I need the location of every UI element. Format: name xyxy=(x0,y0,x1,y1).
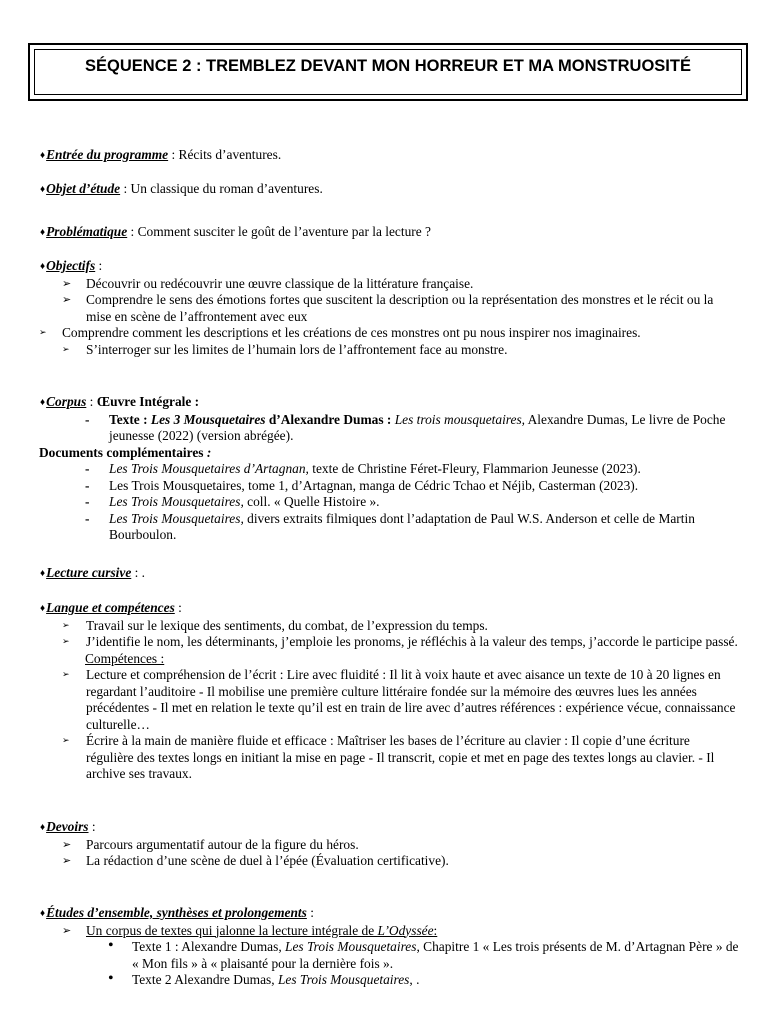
docs-label: Documents complémentaires xyxy=(39,444,207,460)
objectifs-section xyxy=(40,258,740,358)
list-item: ➢ J’identifie le nom, les déterminants, j’emploie les pronoms, je réfléchis à la valeur des temps, j’accorde le participe passé. xyxy=(62,634,740,651)
diamond-bullet-icon: ♦ xyxy=(40,603,46,614)
devoirs-suffix: : xyxy=(88,819,96,834)
diamond-bullet-icon: ♦ xyxy=(40,908,46,919)
list-item: ➢ Parcours argumentatif autour de la figure du héros. xyxy=(62,837,740,854)
t2-a: Texte 2 Alexandre Dumas, xyxy=(132,972,278,987)
list-item xyxy=(85,511,740,544)
entree-text: : Récits d’aventures. xyxy=(168,147,282,162)
doc-ital: Les Trois Mousquetaires, xyxy=(109,494,244,509)
t1-ital: Les Trois Mousquetaires xyxy=(285,939,417,954)
oeuvre-label: Œuvre Intégrale : xyxy=(96,394,200,409)
objet-text: : Un classique du roman d’aventures. xyxy=(120,181,323,196)
texte-rest: Alexandre Dumas, Le livre de Poche jeunesse (2022) (version abrégée). xyxy=(109,411,726,443)
list-item: ➢ Comprendre comment les descriptions et les créations de ces monstres ont pu nous inspirer nos imaginaires. xyxy=(17,325,740,342)
list-item xyxy=(85,478,740,495)
problematique-label: Problématique xyxy=(46,224,128,239)
langue-section xyxy=(40,600,740,783)
corpus-texte xyxy=(85,412,740,445)
competences-label: Compétences : xyxy=(85,650,165,666)
list-item xyxy=(85,461,740,478)
list-item: ➢ Travail sur le lexique des sentiments, du combat, de l’expression du temps. xyxy=(62,618,740,635)
docs-colon: : xyxy=(206,444,212,460)
t2-b: , . xyxy=(409,972,420,987)
corpus-label: Corpus xyxy=(46,394,87,409)
langue-label: Langue et compétences xyxy=(46,600,175,615)
lecture-section xyxy=(40,565,740,583)
etudes-suffix: : xyxy=(306,905,314,920)
langue-suffix: : xyxy=(174,600,182,615)
devoirs-section xyxy=(40,819,740,870)
list-item: ➢ Découvrir ou redécouvrir une œuvre classique de la littérature française. xyxy=(62,276,740,293)
title-box xyxy=(28,43,748,101)
diamond-bullet-icon: ♦ xyxy=(40,397,46,408)
corpus-colon: : xyxy=(86,394,97,409)
doc-rest: coll. « Quelle Histoire ». xyxy=(243,494,380,509)
lecture-label: Lecture cursive xyxy=(46,565,132,580)
diamond-bullet-icon: ♦ xyxy=(40,184,46,195)
texte-ital: Les trois mousquetaires, xyxy=(394,411,526,427)
doc-rest: divers extraits filmiques dont l’adaptation de Paul W.S. Anderson et celle de Martin Bourboulon. xyxy=(109,510,695,542)
lecture-text: : . xyxy=(131,565,146,580)
t1-a: Texte 1 : Alexandre Dumas, xyxy=(132,939,286,954)
objet-section xyxy=(40,181,740,199)
list-item: ➢ Lecture et compréhension de l’écrit : Lire avec fluidité : Il lit à voix haute et avec aisance un texte de 10 à 20 lignes en regardant l’auditoire - Il mobilise une première culture littéraire fondée sur la mémoire des œuvres lues les années précédentes - Il met en relation le texte qu’il est en train de lire avec d’autres références : expérience vécue, connaissance culturelle… xyxy=(62,667,740,733)
etudes-label: Études d’ensemble, synthèses et prolongements xyxy=(46,905,307,920)
entree-label: Entrée du programme xyxy=(46,147,169,162)
texte-label: Texte : xyxy=(109,411,151,427)
problematique-section xyxy=(40,224,740,242)
objectifs-suffix: : xyxy=(95,258,103,273)
objet-label: Objet d’étude xyxy=(46,181,121,196)
corpus-section xyxy=(40,394,740,544)
list-item xyxy=(108,939,740,972)
list-item xyxy=(108,972,740,989)
t2-ital: Les Trois Mousquetaires xyxy=(277,972,410,987)
doc-ital: Les Trois Mousquetaires d’Artagnan, xyxy=(109,461,309,476)
etudes-section xyxy=(40,905,740,989)
doc-rest: texte de Christine Féret-Fleury, Flammarion Jeunesse (2023). xyxy=(308,461,641,476)
t1-b: , Chapitre 1 « Les trois présents de M. d’Artagnan Père » de « Mon fils » à « plaisanté pour la dernière fois ». xyxy=(132,939,739,971)
diamond-bullet-icon: ♦ xyxy=(40,261,46,272)
doc-ital: Les Trois Mousquetaires, xyxy=(109,510,244,526)
etudes-corpus-end: : xyxy=(433,922,438,938)
page-title: SÉQUENCE 2 : TREMBLEZ DEVANT MON HORREUR ET MA MONSTRUOSITÉ xyxy=(34,49,742,95)
diamond-bullet-icon: ♦ xyxy=(40,822,46,833)
etudes-corpus-text: Un corpus de textes qui jalonne la lecture intégrale de xyxy=(86,922,378,938)
etudes-corpus-ital: L’Odyssée xyxy=(377,922,434,938)
diamond-bullet-icon: ♦ xyxy=(40,227,46,238)
list-item: ➢ S’interroger sur les limites de l’humain lors de l’affrontement face au monstre. xyxy=(62,342,740,359)
devoirs-label: Devoirs xyxy=(46,819,89,834)
texte-title: Les 3 Mousquetaires xyxy=(150,411,266,427)
texte-author: d’Alexandre Dumas : xyxy=(265,411,395,427)
diamond-bullet-icon: ♦ xyxy=(40,150,46,161)
objectifs-label: Objectifs xyxy=(46,258,96,273)
list-item: ➢ Comprendre le sens des émotions fortes que suscitent la description ou la représentation des monstres et le récit ou la mise en scène de l’affrontement avec eux xyxy=(62,292,740,325)
list-item xyxy=(62,923,740,940)
problematique-text: : Comment susciter le goût de l’aventure par la lecture ? xyxy=(127,224,431,239)
list-item: ➢ Écrire à la main de manière fluide et efficace : Maîtriser les bases de l’écriture au clavier : Il copie d’une écriture régulière des textes longs en initiant la mise en page - Il transcrit, copie et met en page des textes longs au clavier. - Il archive ses travaux. xyxy=(62,733,740,783)
list-item: ➢ La rédaction d’une scène de duel à l’épée (Évaluation certificative). xyxy=(62,853,740,870)
diamond-bullet-icon: ♦ xyxy=(40,568,46,579)
entree-section xyxy=(40,147,740,165)
doc-rest: Les Trois Mousquetaires, tome 1, d’Artagnan, manga de Cédric Tchao et Néjib, Casterman (2023). xyxy=(109,477,639,493)
list-item xyxy=(85,494,740,511)
